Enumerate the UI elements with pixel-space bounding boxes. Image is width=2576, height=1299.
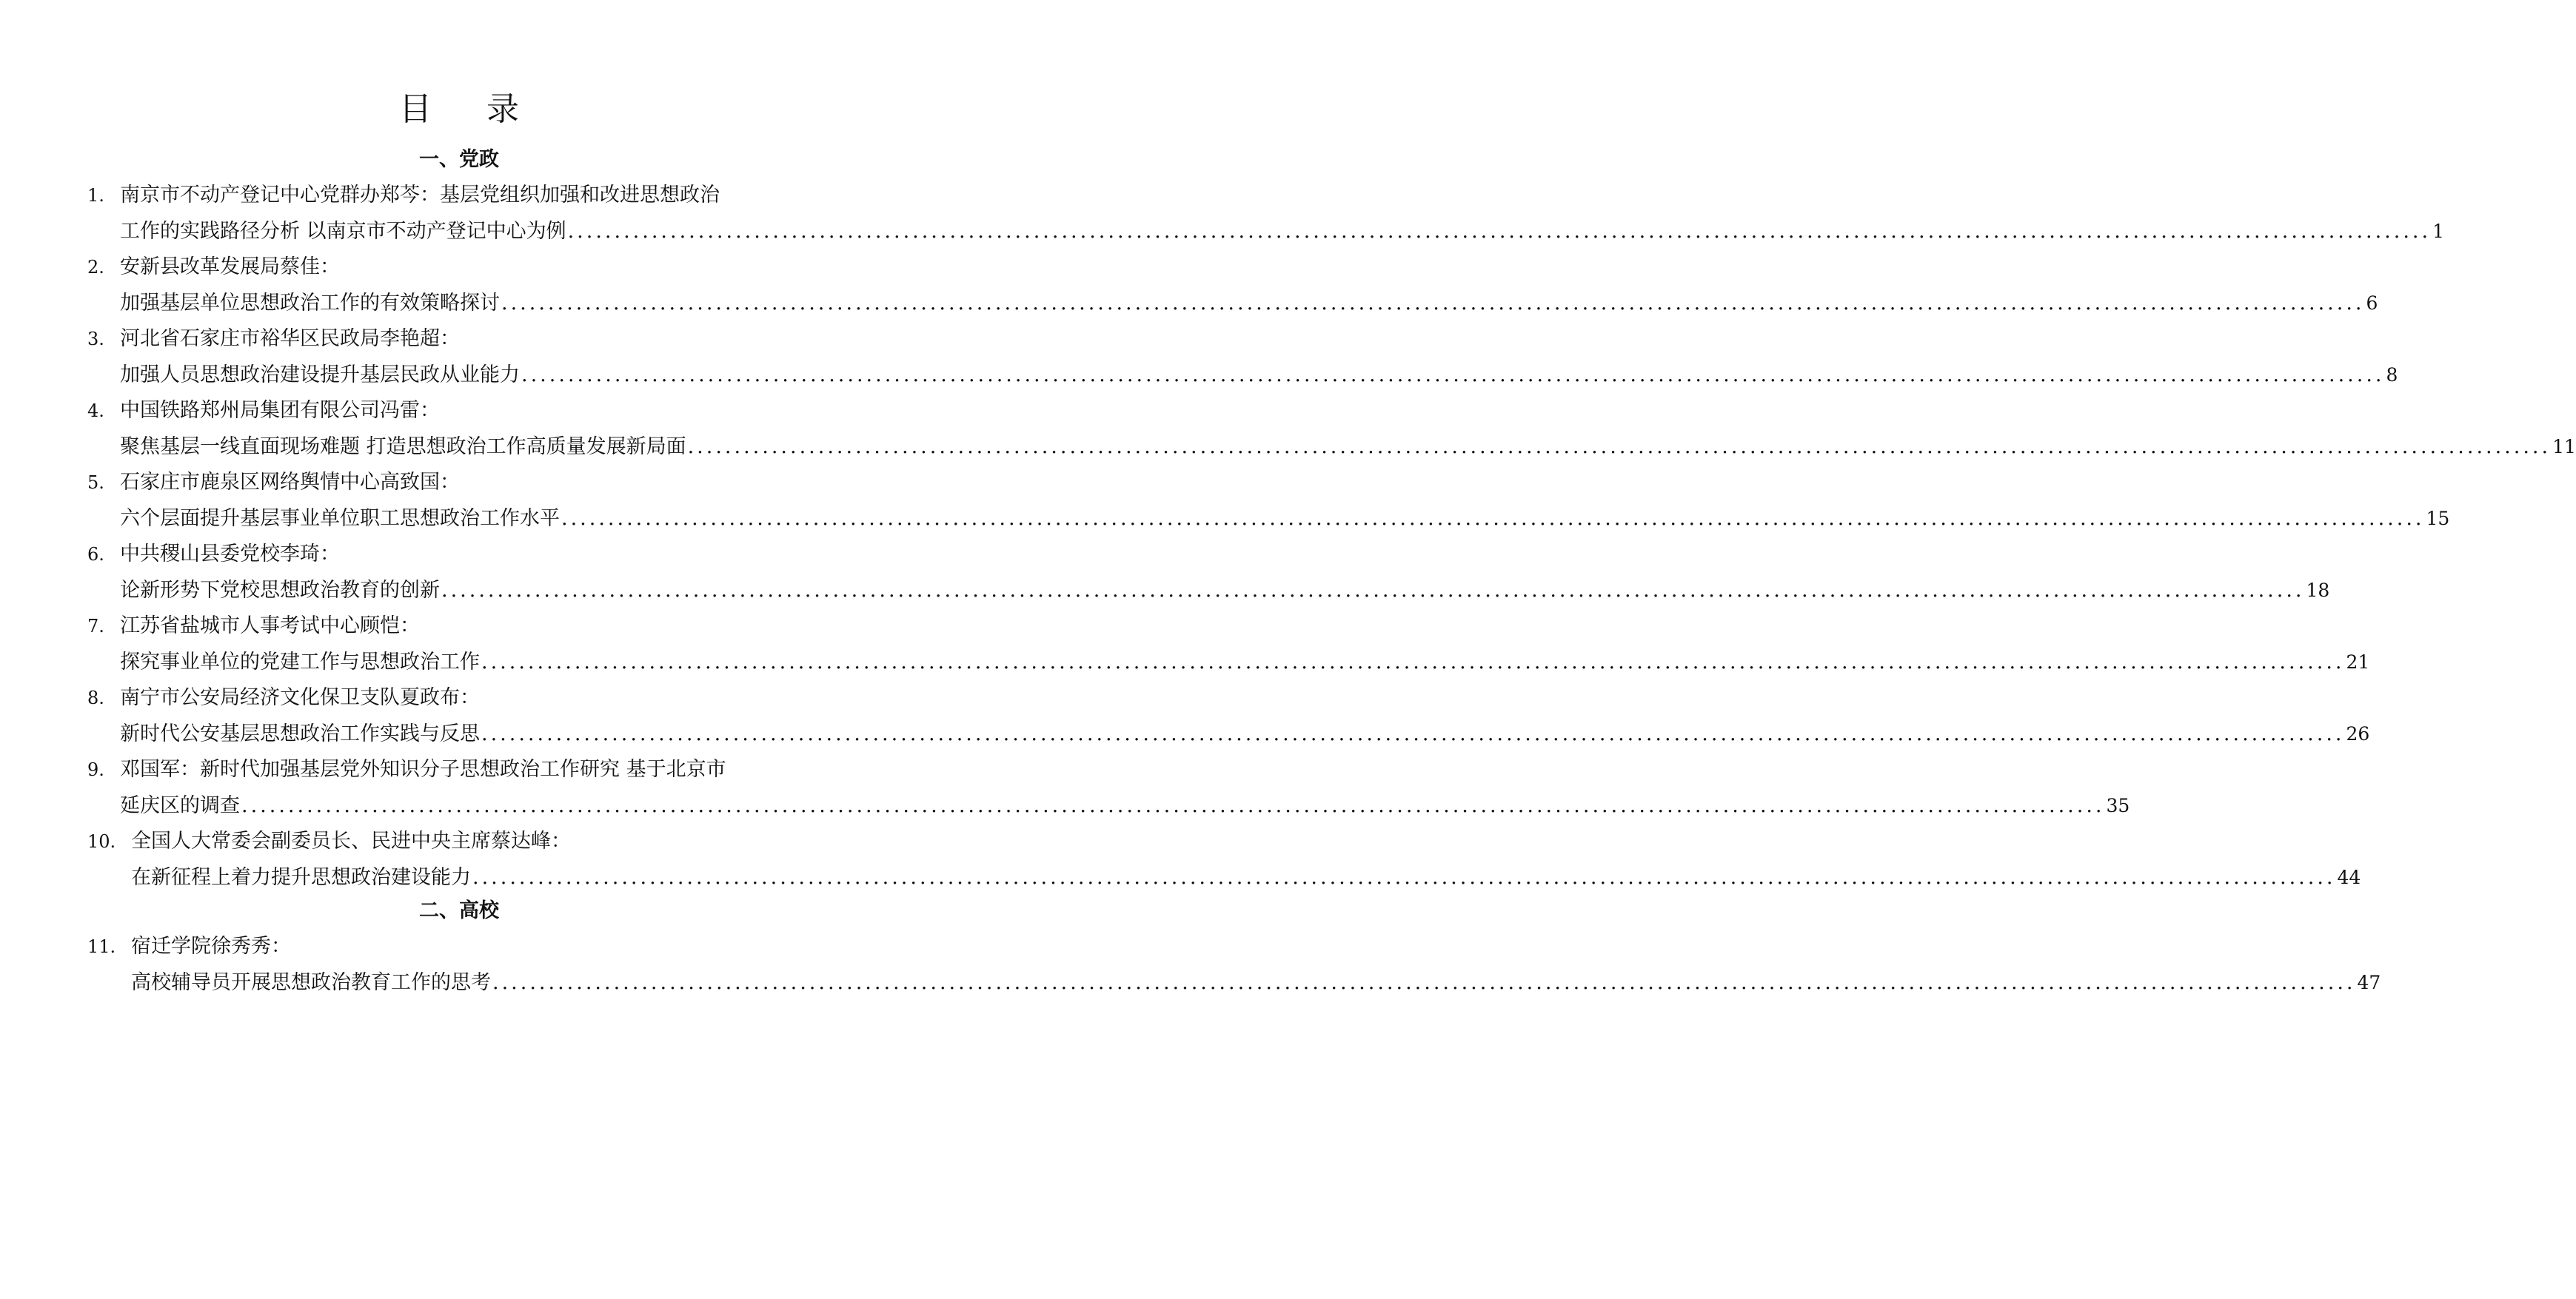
entry-number: 7.: [87, 616, 104, 637]
entry-author: 宿迁学院徐秀秀：: [131, 935, 291, 958]
entry-author: 石家庄市鹿泉区网络舆情中心高致国：: [120, 471, 460, 494]
entry-title: 论新形势下党校思想政治教育的创新: [120, 578, 440, 602]
entry-title-line: [131, 968, 2381, 998]
entry-title: 探究事业单位的党建工作与思想政治工作: [120, 650, 480, 674]
entry-author: 江苏省盐城市人事考试中心顾恺：: [120, 614, 420, 637]
page-number: 15: [2426, 507, 2450, 529]
entry-author: 南宁市公安局经济文化保卫支队夏政布：: [120, 686, 480, 709]
entry-author: 全国人大常委会副委员长、民进中央主席蔡达峰：: [131, 830, 571, 853]
dot-leader: ........................................................................................................................................................................................................: [472, 865, 2336, 889]
entry-title-line: [120, 432, 2576, 462]
entry-title: 聚焦基层一线直面现场难题 打造思想政治工作高质量发展新局面: [120, 434, 686, 458]
entry-title: 延庆区的调查: [120, 793, 240, 817]
entry-title: 工作的实践路径分析 以南京市不动产登记中心为例: [120, 219, 566, 243]
dot-leader: ........................................................................................................................................................................................................: [492, 970, 2356, 994]
entry-number: 6.: [87, 544, 104, 565]
entry-number: 4.: [87, 400, 104, 421]
entry-title-line: [131, 863, 2361, 893]
entry-title-line: [120, 791, 2130, 821]
page-number: 6: [2366, 292, 2378, 314]
entry-number: 3.: [87, 329, 104, 349]
page-number: 47: [2357, 971, 2381, 993]
dot-leader: ........................................................................................................................................................................................................: [521, 363, 2385, 386]
entry-title-line: [120, 217, 2445, 246]
page-number: 8: [2386, 363, 2398, 386]
entry-title: 加强人员思想政治建设提升基层民政从业能力: [120, 363, 520, 386]
entry-title-line: [120, 648, 2370, 677]
entry-title: 新时代公安基层思想政治工作实践与反思: [120, 722, 480, 745]
dot-leader: ........................................................................................................................................................................................................: [561, 506, 2425, 530]
entry-author: 河北省石家庄市裕华区民政局李艳超：: [120, 327, 460, 350]
page-title: 目 录: [399, 90, 541, 128]
entry-title: 六个层面提升基层事业单位职工思想政治工作水平: [120, 506, 560, 530]
entry-title-line: [120, 360, 2398, 390]
entry-author: 中国铁路郑州局集团有限公司冯雷：: [120, 399, 440, 422]
entry-number: 1.: [87, 185, 104, 206]
entry-title: 高校辅导员开展思想政治教育工作的思考: [131, 970, 491, 994]
entry-number: 8.: [87, 688, 104, 708]
dot-leader: ........................................................................................................................................................................................................: [481, 722, 2345, 745]
dot-leader: ........................................................................................................................................................................................................: [481, 650, 2345, 674]
entry-author: 中共稷山县委党校李琦：: [120, 543, 340, 565]
dot-leader: ........................................................................................................................................................................................................: [241, 793, 2105, 817]
section-heading: 二、高校: [419, 899, 499, 922]
entry-number: 2.: [87, 257, 104, 278]
page-number: 21: [2346, 651, 2370, 673]
entry-author: 安新县改革发展局蔡佳：: [120, 255, 340, 278]
entry-title-line: [120, 719, 2370, 749]
entry-number: 9.: [87, 759, 104, 780]
page-number: 35: [2106, 794, 2130, 816]
entry-title: 在新征程上着力提升思想政治建设能力: [131, 865, 471, 889]
entry-number: 11.: [87, 936, 116, 957]
entry-title-line: [120, 289, 2378, 318]
page-number: 1: [2432, 220, 2445, 242]
entry-number: 5.: [87, 472, 104, 493]
entry-author: 邓国军：新时代加强基层党外知识分子思想政治工作研究 基于北京市: [120, 758, 726, 781]
entry-author: 南京市不动产登记中心党群办郑芩：基层党组织加强和改进思想政治: [120, 184, 720, 207]
entry-title-line: [120, 576, 2330, 605]
dot-leader: ........................................................................................................................................................................................................: [567, 219, 2432, 243]
page-number: 44: [2337, 866, 2361, 888]
page-number: 26: [2346, 722, 2370, 745]
entry-title: 加强基层单位思想政治工作的有效策略探讨: [120, 291, 500, 315]
entry-title-line: [120, 504, 2450, 534]
dot-leader: ........................................................................................................................................................................................................: [501, 291, 2365, 315]
page-number: 11: [2552, 435, 2576, 457]
section-heading: 一、党政: [419, 148, 499, 171]
dot-leader: ........................................................................................................................................................................................................: [687, 434, 2552, 458]
dot-leader: ........................................................................................................................................................................................................: [441, 578, 2305, 602]
page-number: 18: [2306, 579, 2330, 601]
entry-number: 10.: [87, 831, 116, 852]
